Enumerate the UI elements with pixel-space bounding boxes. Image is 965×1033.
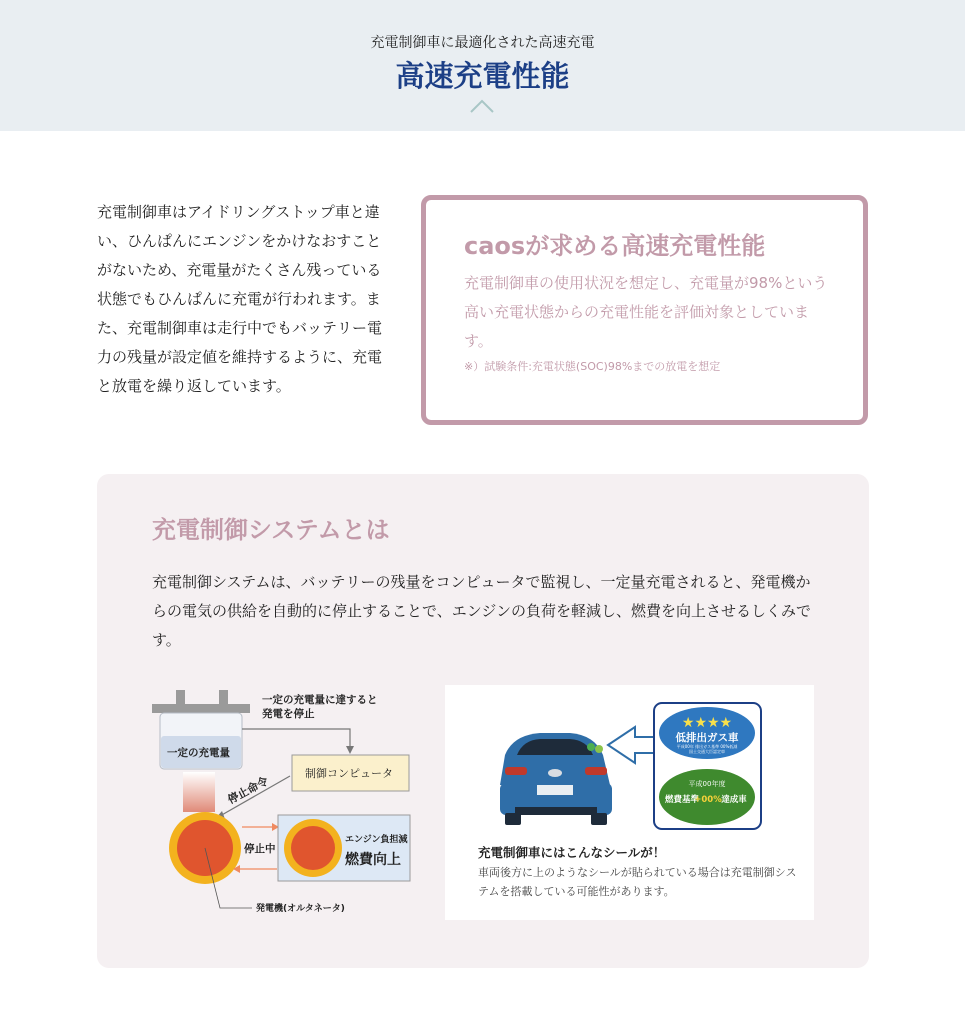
fuel-economy-label: 燃費向上 <box>345 852 401 868</box>
callout-arrow <box>608 727 655 763</box>
seal-stars: ★★★★ <box>681 715 733 731</box>
alternator-label: 発電機(オルタネータ) <box>256 904 345 914</box>
section-header <box>0 0 965 131</box>
control-computer-label: 制御コンピュータ <box>305 767 393 780</box>
system-description: 充電制御システムは、バッテリーの残量をコンピュータで監視し、一定量充電されると、発電機からの電気の供給を自動的に停止することで、エンジンの負荷を軽減し、燃費を向上させるしくみです。 <box>152 573 811 649</box>
section-title: 高速充電性能 <box>395 59 570 93</box>
eco-seal-card <box>445 685 814 920</box>
seal-caption-text: 車両後方に上のようなシールが貼られている場合は充電制御システムを搭載している可能性があります。 <box>478 866 797 898</box>
stopping-label: 停止中 <box>244 843 276 855</box>
fuel-year-label: 平成00年度 <box>688 780 726 788</box>
caos-title: caosが求める高速充電性能 <box>464 232 766 260</box>
charge-control-system-section <box>97 474 869 968</box>
low-emission-label: 低排出ガス車 <box>675 732 739 744</box>
battery-label: 一定の充電量 <box>167 747 230 759</box>
car-rear-image <box>500 733 612 825</box>
engine-icon <box>291 826 335 870</box>
seal-caption-title: 充電制御車にはこんなシールが！ <box>478 845 666 860</box>
intro-paragraph: 充電制御車はアイドリングストップ車と違い、ひんぱんにエンジンをかけなおすことがないため、充電量がたくさん残っている状態でもひんぱんに充電が行われます。また、充電制御車は走行中でもバッテリー電力の残量が設定値を維持するように、充電と放電を繰り返しています。 <box>97 203 383 395</box>
top-note-line2: 発電を停止 <box>262 708 315 720</box>
chevron-up-icon <box>470 96 494 114</box>
fuel-standard-mid: +00% <box>694 795 722 805</box>
battery-terminal <box>219 690 228 704</box>
caos-test-note: ※）試験条件:充電状態(SOC)98%までの放電を想定 <box>464 360 721 373</box>
battery-lid <box>152 704 250 713</box>
arrow-head <box>346 746 354 754</box>
caos-description: 充電制御車の使用状況を想定し、充電量が98%という高い充電状態からの充電性能を評価対象としています。 <box>464 274 828 350</box>
top-note-line1: 一定の充電量に達すると <box>262 694 378 706</box>
stop-command-label: 停止命令 <box>225 774 271 807</box>
caos-feature-box <box>421 195 868 425</box>
battery-terminal <box>176 690 185 704</box>
low-emission-sub2: 国土交通大臣認定車 <box>689 749 725 754</box>
section-subtitle: 充電制御車に最適化された高速充電 <box>370 35 595 51</box>
fuel-standard-post: 達成車 <box>721 795 747 805</box>
system-title: 充電制御システムとは <box>152 516 390 544</box>
engine-load-label: エンジン負担減 <box>345 835 408 845</box>
charge-control-diagram <box>152 684 422 924</box>
signal-arrow <box>242 729 350 746</box>
low-emission-sub1: 平成00年 排出ガス基準 00%低減 <box>676 744 738 749</box>
power-flow-bar <box>183 772 215 812</box>
fuel-standard-pre: 燃費基準 <box>664 795 700 805</box>
